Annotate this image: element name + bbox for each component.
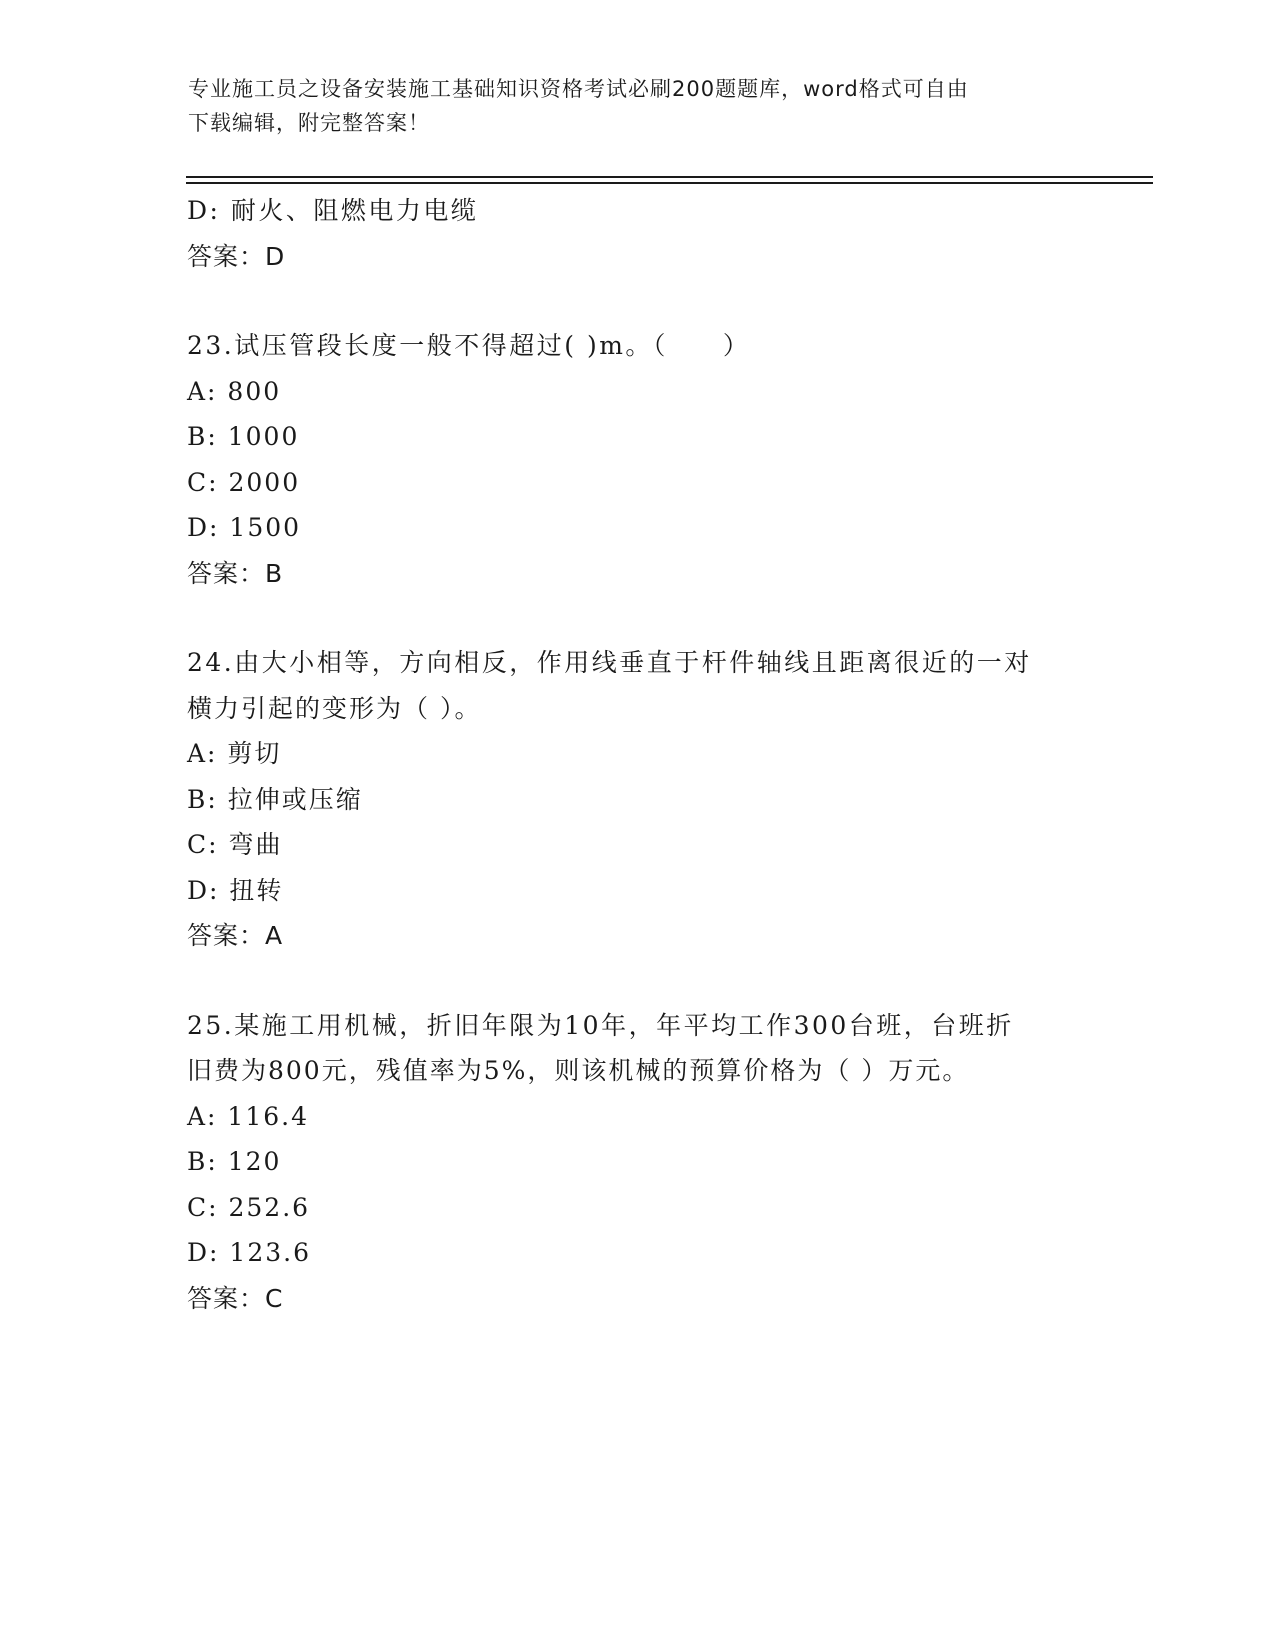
option-d: D: 123.6	[187, 1238, 311, 1267]
option-c: C: 弯曲	[187, 830, 283, 859]
option-b: B: 拉伸或压缩	[187, 784, 363, 814]
document-header	[188, 72, 1068, 140]
question-23	[187, 323, 1087, 596]
spacer	[187, 959, 1087, 1003]
header-line-1: 专业施工员之设备安装施工基础知识资格考试必刷200题题库，word格式可自由	[188, 77, 969, 101]
spacer	[187, 279, 1087, 323]
question-stem-line-1: 25.某施工用机械，折旧年限为10年，年平均工作300台班，台班折	[187, 1010, 1014, 1040]
question-stem-line-2: 旧费为800元，残值率为5%，则该机械的预算价格为（ ）万元。	[187, 1056, 970, 1085]
option-d: D: 1500	[187, 513, 302, 542]
answer-line: 答案：C	[187, 1283, 284, 1313]
question-list	[187, 188, 1087, 1321]
question-stem-line-1: 24.由大小相等，方向相反，作用线垂直于杆件轴线且距离很近的一对	[187, 648, 1032, 677]
option-c: C: 2000	[187, 467, 301, 497]
option-d: D: 扭转	[187, 875, 284, 905]
answer-line: 答案：D	[187, 241, 286, 271]
header-line-2: 下载编辑，附完整答案！	[188, 111, 430, 135]
question-stem-line-2: 横力引起的变形为（ ）。	[187, 693, 482, 723]
option-b: B: 1000	[187, 422, 300, 451]
header-divider-top	[186, 176, 1153, 178]
question-25	[187, 1003, 1087, 1322]
header-divider-bottom	[186, 182, 1153, 184]
question-stem: 23.试压管段长度一般不得超过( )m。（ ）	[187, 331, 751, 360]
question-22-tail	[187, 188, 1087, 279]
answer-line: 答案：B	[187, 558, 284, 588]
option-c: C: 252.6	[187, 1192, 311, 1222]
option-a: A: 剪切	[187, 739, 282, 768]
option-a: A: 800	[187, 376, 282, 406]
spacer	[187, 596, 1087, 640]
question-24	[187, 640, 1087, 959]
option-b: B: 120	[187, 1147, 282, 1176]
answer-line: 答案：A	[187, 921, 284, 950]
option-a: A: 116.4	[187, 1101, 309, 1131]
option-d: D: 耐火、阻燃电力电缆	[187, 196, 479, 225]
